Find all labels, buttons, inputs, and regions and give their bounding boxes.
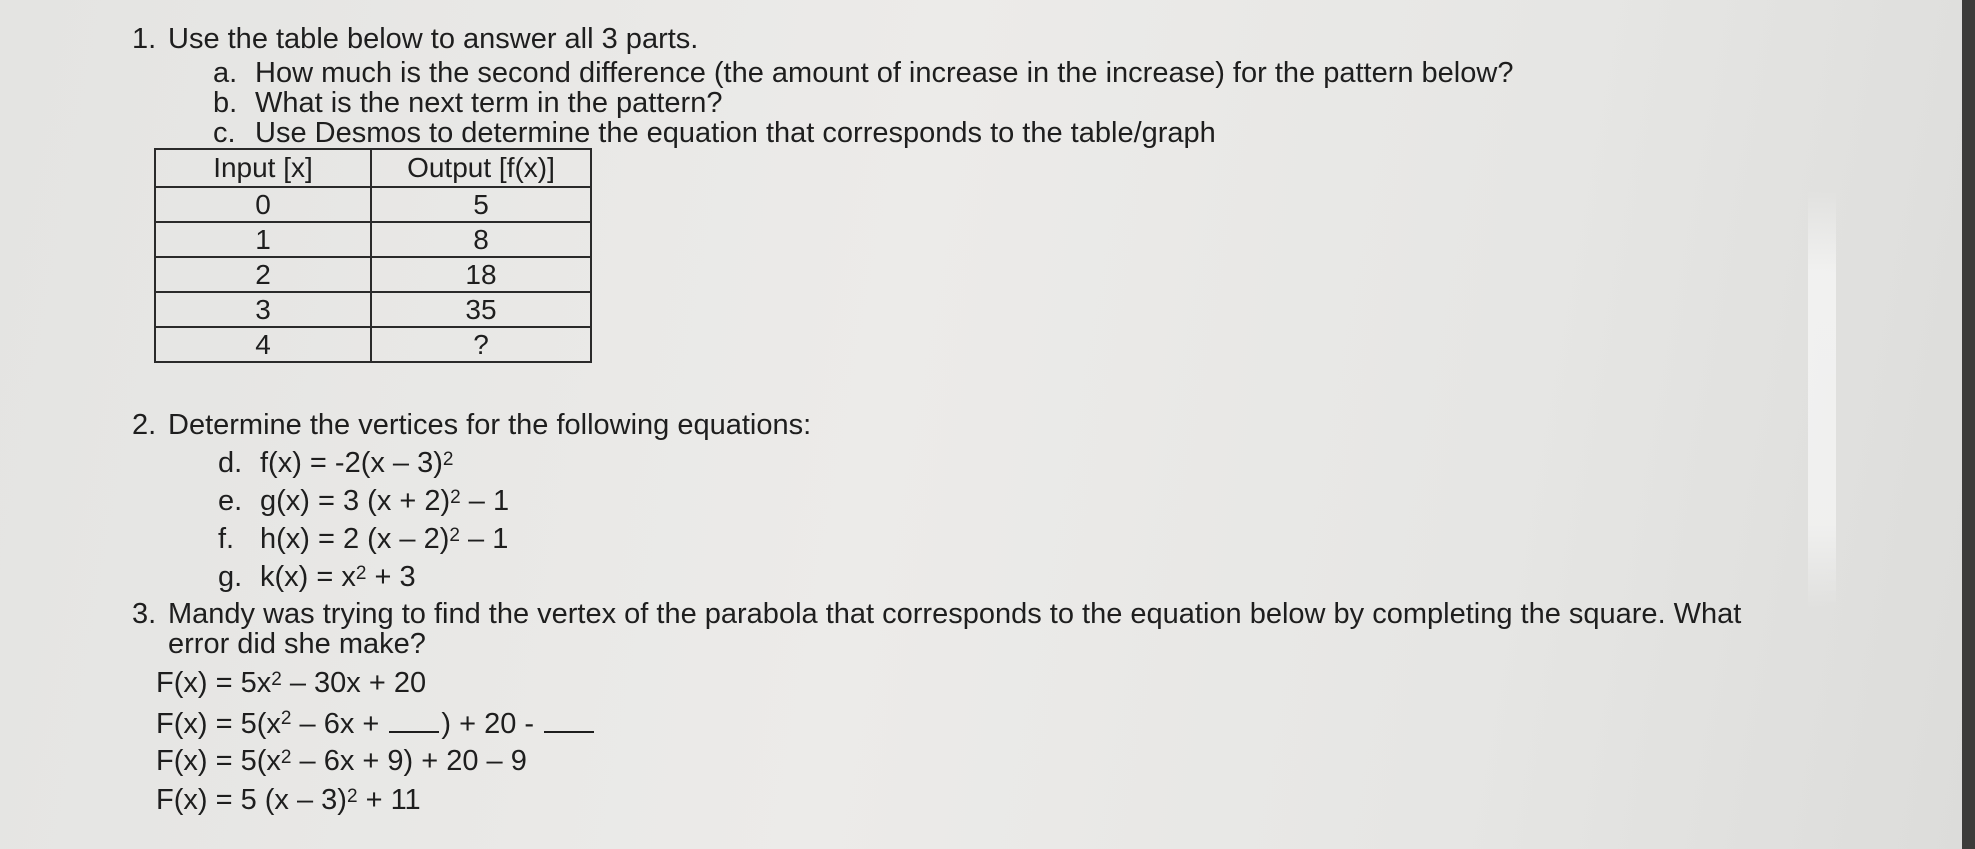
equation-exponent: 2 bbox=[449, 525, 460, 546]
equation-exponent: 2 bbox=[280, 708, 292, 729]
question-1a bbox=[213, 56, 1513, 90]
table-cell-input: 3 bbox=[155, 292, 371, 327]
table-cell-output: 35 bbox=[371, 292, 591, 327]
question-number: 3. bbox=[132, 598, 157, 630]
question-text: Determine the vertices for the following equations: bbox=[168, 409, 812, 441]
table-cell-output: 8 bbox=[371, 222, 591, 257]
equation-base: F(x) = 5(x bbox=[156, 745, 281, 777]
question-1c bbox=[213, 116, 1216, 150]
equation-exponent: 2 bbox=[271, 669, 282, 690]
question-2 bbox=[132, 408, 811, 442]
question-text: Mandy was trying to find the vertex of the parabola that corresponds to the equation below by completing the square. What bbox=[168, 598, 1742, 630]
part-text: How much is the second difference (the amount of increase in the increase) for the pattern below? bbox=[255, 57, 1514, 89]
equation-base: h(x) = 2 (x – 2) bbox=[260, 523, 450, 555]
equation-base: k(x) = x bbox=[260, 561, 356, 593]
equation-rest: – 30x + 20 bbox=[281, 667, 427, 699]
question-2g bbox=[218, 560, 416, 594]
table-row bbox=[155, 187, 591, 222]
part-letter: f. bbox=[218, 523, 235, 555]
part-letter: c. bbox=[213, 117, 236, 149]
question-3-continued bbox=[168, 627, 426, 661]
question-2d bbox=[218, 446, 453, 480]
pattern-table bbox=[154, 148, 592, 363]
equation-exponent: 2 bbox=[442, 449, 454, 470]
question-text: error did she make? bbox=[168, 628, 426, 660]
answer-blank bbox=[544, 705, 594, 733]
equation-exponent: 2 bbox=[280, 747, 292, 768]
part-letter: d. bbox=[218, 447, 243, 479]
part-text: What is the next term in the pattern? bbox=[255, 87, 723, 119]
table-cell-input: 1 bbox=[155, 222, 371, 257]
table-cell-output: ? bbox=[371, 327, 591, 362]
equation-rest: + 11 bbox=[357, 784, 421, 816]
table-row bbox=[155, 257, 591, 292]
table-cell-input: 0 bbox=[155, 187, 371, 222]
equation-rest: – 1 bbox=[459, 523, 509, 555]
question-3 bbox=[132, 597, 1741, 631]
equation-base: f(x) = -2(x – 3) bbox=[260, 447, 443, 479]
part-letter: b. bbox=[213, 87, 238, 119]
table-cell-input: 2 bbox=[155, 257, 371, 292]
completing-square-step-3 bbox=[156, 744, 527, 778]
completing-square-step-2 bbox=[156, 705, 596, 741]
equation-rest: – 1 bbox=[460, 485, 510, 517]
answer-blank bbox=[389, 705, 439, 733]
table-cell-output: 5 bbox=[371, 187, 591, 222]
question-number: 2. bbox=[132, 409, 157, 441]
table-cell-output: 18 bbox=[371, 257, 591, 292]
completing-square-step-1 bbox=[156, 666, 426, 700]
equation-base: F(x) = 5(x bbox=[156, 708, 281, 740]
table-row bbox=[155, 327, 591, 362]
table-cell-input: 4 bbox=[155, 327, 371, 362]
equation-rest: + 3 bbox=[366, 561, 416, 593]
table-header-output: Output [f(x)] bbox=[371, 149, 591, 187]
question-number: 1. bbox=[132, 23, 157, 55]
completing-square-step-4 bbox=[156, 783, 421, 817]
question-1 bbox=[132, 22, 698, 56]
part-letter: a. bbox=[213, 57, 238, 89]
equation-exponent: 2 bbox=[355, 563, 367, 584]
part-letter: g. bbox=[218, 561, 243, 593]
light-glare bbox=[1808, 190, 1836, 610]
table-row bbox=[155, 292, 591, 327]
equation-base: g(x) = 3 (x + 2) bbox=[260, 485, 451, 517]
equation-rest: – 6x + 9) + 20 – 9 bbox=[291, 745, 527, 777]
equation-exponent: 2 bbox=[450, 487, 461, 508]
page-edge-shadow bbox=[1962, 0, 1975, 849]
table-header-input: Input [x] bbox=[155, 149, 371, 187]
equation-base: F(x) = 5x bbox=[156, 667, 272, 699]
question-1b bbox=[213, 86, 722, 120]
table-header-row bbox=[155, 149, 591, 187]
part-letter: e. bbox=[218, 485, 243, 517]
equation-rest: – 6x + bbox=[291, 708, 388, 740]
equation-rest: ) + 20 - bbox=[441, 708, 543, 740]
question-2f bbox=[218, 522, 508, 556]
question-text: Use the table below to answer all 3 parts. bbox=[168, 23, 699, 55]
question-2e bbox=[218, 484, 509, 518]
equation-exponent: 2 bbox=[346, 786, 358, 807]
equation-base: F(x) = 5 (x – 3) bbox=[156, 784, 347, 816]
part-text: Use Desmos to determine the equation that corresponds to the table/graph bbox=[255, 117, 1216, 149]
table-row bbox=[155, 222, 591, 257]
